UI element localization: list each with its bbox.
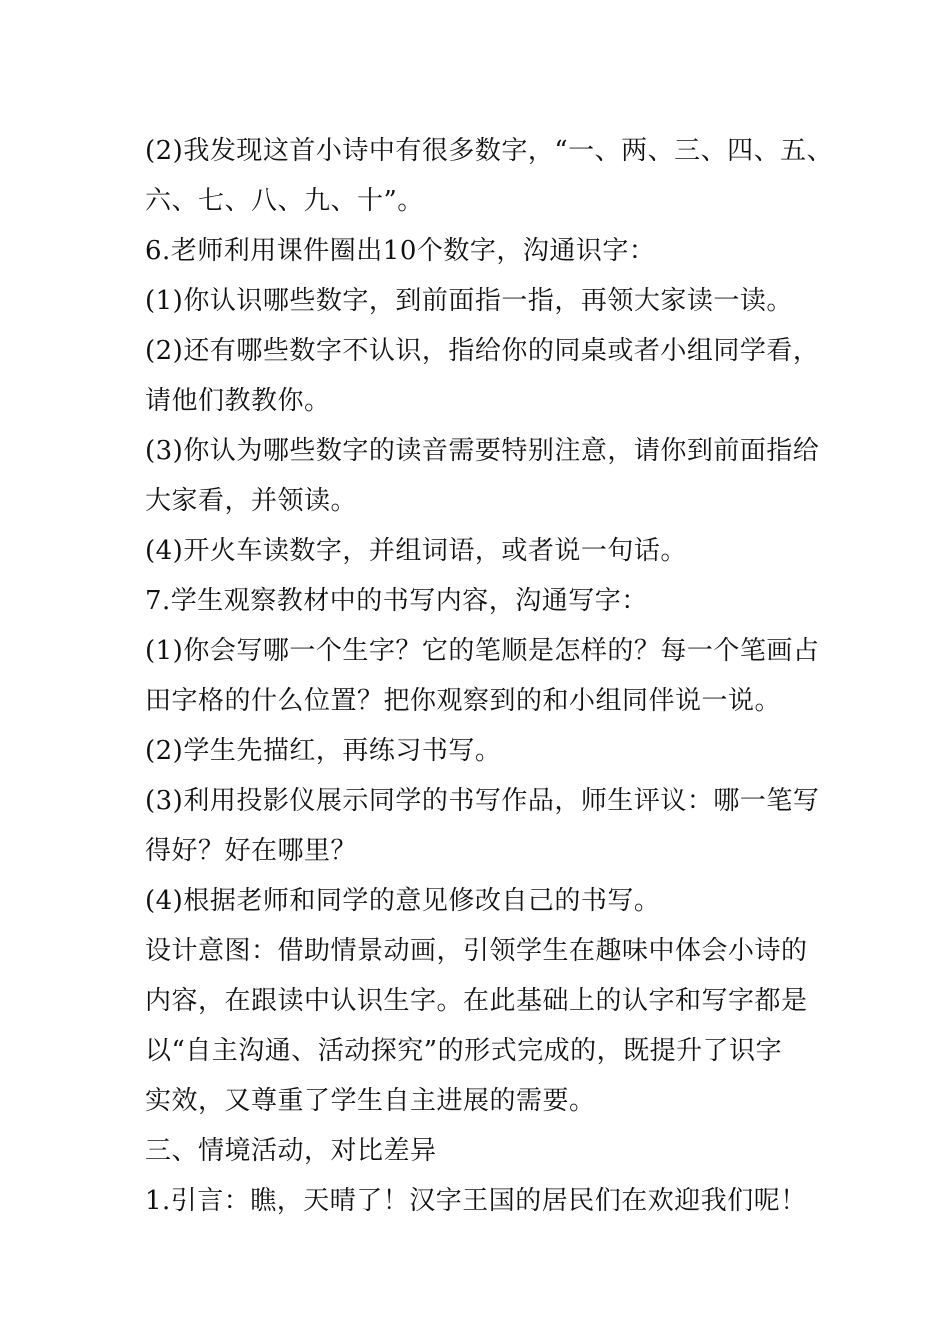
text-line: 1.引言：瞧，天晴了！汉字王国的居民们在欢迎我们呢！: [145, 1186, 807, 1216]
text-line: 6.老师利用课件圈出10个数字，沟通识字：: [145, 236, 656, 266]
text-line: (4)开火车读数字，并组词语，或者说一句话。: [145, 536, 687, 566]
text-line: 请他们教教你。: [145, 386, 331, 416]
document-body: [145, 126, 835, 1226]
text-line: (2)学生先描红，再练习书写。: [145, 736, 502, 766]
text-line: 内容，在跟读中认识生字。在此基础上的认字和写字都是: [145, 986, 808, 1016]
text-line: (3)利用投影仪展示同学的书写作品，师生评议：哪一笔写: [145, 786, 820, 816]
text-line: 以“自主沟通、活动探究”的形式完成的，既提升了识字: [145, 1036, 783, 1066]
text-line: 设计意图：借助情景动画，引领学生在趣味中体会小诗的: [145, 936, 808, 966]
text-line: 得好？好在哪里？: [145, 836, 358, 866]
text-line: (4)根据老师和同学的意见修改自己的书写。: [145, 886, 661, 916]
text-line: 实效，又尊重了学生自主进展的需要。: [145, 1086, 596, 1116]
text-line: (2)还有哪些数字不认识，指给你的同桌或者小组同学看，: [145, 336, 820, 366]
section-heading: 三、情境活动，对比差异: [145, 1136, 437, 1166]
text-line: (3)你认为哪些数字的读音需要特别注意，请你到前面指给: [145, 436, 820, 466]
text-line: (1)你会写哪一个生字？它的笔顺是怎样的？每一个笔画占: [145, 636, 820, 666]
text-line: 7.学生观察教材中的书写内容，沟通写字：: [145, 586, 648, 616]
text-line: (2)我发现这首小诗中有很多数字，“一、两、三、四、五、: [145, 136, 834, 166]
text-line: 田字格的什么位置？把你观察到的和小组同伴说一说。: [145, 686, 782, 716]
text-line: 大家看，并领读。: [145, 486, 358, 516]
text-line: 六、七、八、九、十”。: [145, 186, 424, 216]
text-line: (1)你认识哪些数字，到前面指一指，再领大家读一读。: [145, 286, 793, 316]
